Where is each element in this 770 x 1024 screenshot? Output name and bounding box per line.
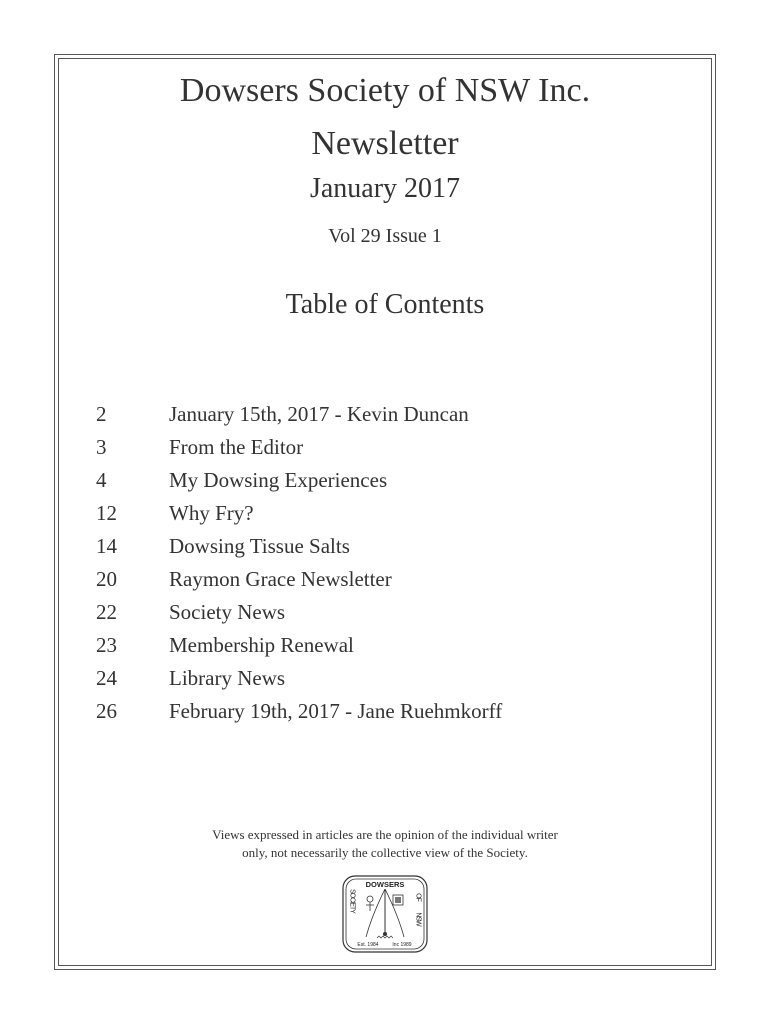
volume-issue: Vol 29 Issue 1 bbox=[328, 225, 442, 247]
toc-page-number: 22 bbox=[96, 600, 117, 624]
toc-entry-title: Society News bbox=[169, 600, 286, 624]
logo-inc-text: Inc 1989 bbox=[392, 942, 412, 948]
pendulum-bob bbox=[383, 932, 387, 936]
toc-entry bbox=[0, 534, 770, 567]
toc-entry-title: January 15th, 2017 - Kevin Duncan bbox=[169, 402, 469, 426]
toc-page-number: 4 bbox=[96, 468, 107, 492]
disclaimer-line2: only, not necessarily the collective view of the Society. bbox=[242, 845, 528, 860]
toc-entry bbox=[0, 402, 770, 435]
newsletter-subtitle: Newsletter bbox=[311, 125, 459, 162]
toc-page-number: 14 bbox=[96, 534, 117, 558]
disclaimer-line1: Views expressed in articles are the opinion of the individual writer bbox=[212, 827, 558, 842]
logo-right-of-text: OF bbox=[414, 893, 422, 901]
toc-entry-title: My Dowsing Experiences bbox=[169, 468, 388, 492]
toc-entry bbox=[0, 699, 770, 732]
logo-right-nsw-text: NSW bbox=[414, 912, 422, 926]
toc-page-number: 12 bbox=[96, 501, 117, 525]
toc-heading: Table of Contents bbox=[285, 289, 485, 320]
toc-entry-title: Dowsing Tissue Salts bbox=[169, 534, 350, 558]
toc-page-number: 20 bbox=[96, 567, 117, 591]
newsletter-title: Dowsers Society of NSW Inc. bbox=[179, 72, 591, 109]
toc-entry-title: From the Editor bbox=[169, 435, 304, 459]
society-logo bbox=[342, 875, 428, 953]
toc-entry bbox=[0, 600, 770, 633]
logo-left-text: SOCIETY bbox=[348, 889, 356, 913]
toc-page-number: 26 bbox=[96, 699, 117, 723]
toc-entry-title: Membership Renewal bbox=[169, 633, 354, 657]
toc-entry-title: Why Fry? bbox=[169, 501, 254, 525]
toc-page-number: 24 bbox=[96, 666, 117, 690]
toc-entry bbox=[0, 567, 770, 600]
toc-entry bbox=[0, 435, 770, 468]
toc-entry bbox=[0, 468, 770, 501]
toc-entry bbox=[0, 666, 770, 699]
wave-icon bbox=[377, 936, 393, 938]
toc-entry bbox=[0, 501, 770, 534]
toc-page-number: 2 bbox=[96, 402, 107, 426]
logo-est-text: Est. 1984 bbox=[357, 942, 379, 948]
toc-page-number: 3 bbox=[96, 435, 107, 459]
toc-entry-title: Raymon Grace Newsletter bbox=[169, 567, 392, 591]
toc-page-number: 23 bbox=[96, 633, 117, 657]
ankh-icon bbox=[367, 896, 373, 902]
issue-date: January 2017 bbox=[309, 173, 461, 204]
toc-entry-title: February 19th, 2017 - Jane Ruehmkorff bbox=[169, 699, 503, 723]
logo-top-text: DOWSERS bbox=[365, 880, 405, 889]
toc-entry bbox=[0, 633, 770, 666]
disclaimer bbox=[0, 826, 770, 862]
toc-entry-title: Library News bbox=[169, 666, 286, 690]
